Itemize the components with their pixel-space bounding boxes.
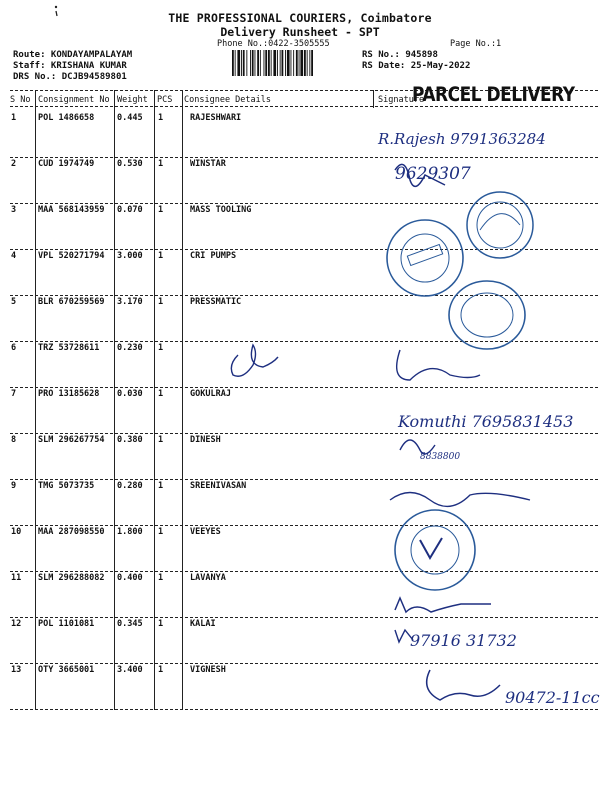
row-sno: 13 (11, 665, 22, 675)
row-consignee: KALAI (190, 619, 216, 629)
col-signature: Signature (378, 95, 425, 105)
drs-number: DRS No.: DCJB94589801 (13, 72, 127, 82)
barcode-bar (232, 50, 234, 76)
row-sno: 8 (11, 435, 17, 445)
row-consignee: MASS TOOLING (190, 205, 252, 215)
barcode-bar (293, 50, 294, 76)
row-pcs: 1 (158, 435, 164, 445)
row-consignee: VEEYES (190, 527, 221, 537)
row-weight: 0.070 (117, 205, 143, 215)
row-pcs: 1 (158, 297, 164, 307)
barcode-bar (285, 50, 286, 76)
barcode-bar (280, 50, 281, 76)
signature-row-2: 9629307 (395, 164, 471, 184)
row-pcs: 1 (158, 251, 164, 261)
row-weight: 0.030 (117, 389, 143, 399)
row-pcs: 1 (158, 159, 164, 169)
row-consignment: CUD 1974749 (38, 159, 95, 169)
barcode-bar (243, 50, 245, 76)
barcode-bar (257, 50, 259, 76)
barcode-bar (309, 50, 310, 76)
row-pcs: 1 (158, 113, 164, 123)
row-consignee: LAVANYA (190, 573, 226, 583)
rs-number: RS No.: 945898 (362, 50, 438, 60)
row-sno: 5 (11, 297, 17, 307)
route-label: Route: KONDAYAMPALAYAM (13, 50, 133, 60)
row-weight: 0.445 (117, 113, 143, 123)
veeyes-stamp-icon (395, 510, 475, 590)
signature-row-7: Komuthi 7695831453 (398, 412, 574, 431)
row-consignment: BLR 670259569 (38, 297, 105, 307)
row-sno: 2 (11, 159, 17, 169)
row-consignee: SREENIVASAN (190, 481, 247, 491)
barcode-bar (296, 50, 298, 76)
row-consignment: OTY 3665001 (38, 665, 95, 675)
header-bottom-rule (10, 106, 598, 107)
barcode-bar (282, 50, 284, 76)
row-pcs: 1 (158, 665, 164, 675)
row-pcs: 1 (158, 619, 164, 629)
row-consignee: DINESH (190, 435, 221, 445)
barcode-bar (291, 50, 292, 76)
row-weight: 0.400 (117, 573, 143, 583)
row-pcs: 1 (158, 205, 164, 215)
barcode-bar (237, 50, 240, 76)
row-consignment: SLM 296288082 (38, 573, 105, 583)
signature-row-8: 8838800 (420, 452, 461, 462)
barcode-bar (273, 50, 276, 76)
row-consignee: CRI PUMPS (190, 251, 237, 261)
cri-pumps-stamp-icon (387, 220, 463, 296)
row-pcs: 1 (158, 481, 164, 491)
barcode-bar (271, 50, 272, 76)
row-pcs: 1 (158, 389, 164, 399)
row-pcs: 1 (158, 343, 164, 353)
company-title: THE PROFESSIONAL COURIERS, Coimbatore (168, 11, 432, 25)
row-weight: 3.000 (117, 251, 143, 261)
row-sno: 1 (11, 113, 17, 123)
barcode-bar (277, 50, 278, 76)
row-weight: 0.380 (117, 435, 143, 445)
col-consignee: Consignee Details (184, 95, 271, 105)
col-pcs: PCS (157, 95, 173, 105)
row-sno: 6 (11, 343, 17, 353)
sheet-title: Delivery Runsheet - SPT (220, 25, 380, 39)
row-consignee: RAJESHWARI (190, 113, 242, 123)
mass-tooling-stamp-icon (467, 192, 533, 258)
signature-row-1: R.Rajesh 9791363284 (378, 130, 546, 148)
row-consignment: TMG 5073735 (38, 481, 95, 491)
row-weight: 1.800 (117, 527, 143, 537)
row-consignment: SLM 296267754 (38, 435, 105, 445)
barcode-bar (299, 50, 300, 76)
row-consignment: PRO 13185628 (38, 389, 100, 399)
phone-number: Phone No.:0422-3505555 (217, 39, 330, 49)
signature-row-12: 97916 31732 (410, 631, 517, 650)
page-number: Page No.:1 (450, 39, 502, 49)
row-weight: 0.530 (117, 159, 143, 169)
barcode-bar (300, 50, 303, 76)
barcode-bar (252, 50, 254, 76)
barcode-bar (241, 50, 242, 76)
barcode-bar (268, 50, 270, 76)
row-weight: 0.345 (117, 619, 143, 629)
col-weight: Weight (117, 95, 148, 105)
row-consignment: MAA 568143959 (38, 205, 105, 215)
barcode-image (232, 50, 356, 76)
row-consignment: MAA 287098550 (38, 527, 105, 537)
row-consignee: WINSTAR (190, 159, 226, 169)
row-sno: 11 (11, 573, 22, 583)
row-consignment: VPL 520271794 (38, 251, 105, 261)
rs-date: RS Date: 25-May-2022 (362, 61, 471, 71)
row-pcs: 1 (158, 573, 164, 583)
row-weight: 0.280 (117, 481, 143, 491)
row-consignment: TRZ 53728611 (38, 343, 100, 353)
barcode-bar (255, 50, 256, 76)
col-consignment: Consignment No (38, 95, 110, 105)
row-consignee: GOKULRAJ (190, 389, 231, 399)
barcode-bar (246, 50, 247, 76)
row-sno: 3 (11, 205, 17, 215)
row-consignment: POL 1101081 (38, 619, 95, 629)
barcode-bar (311, 50, 313, 76)
row-sno: 4 (11, 251, 17, 261)
row-consignee: VIGNESH (190, 665, 226, 675)
signatures-and-stamps (180, 110, 598, 710)
barcode-bar (265, 50, 267, 76)
barcode-bar (307, 50, 308, 76)
barcode-bar (260, 50, 261, 76)
row-consignee: PRESSMATIC (190, 297, 242, 307)
signature-row-13: 90472-11cc (505, 688, 600, 707)
row-weight: 0.230 (117, 343, 143, 353)
pressmatic-stamp-icon (449, 281, 525, 349)
barcode-bar (250, 50, 251, 76)
barcode-bar (235, 50, 236, 76)
barcode-bar (304, 50, 306, 76)
row-sno: 9 (11, 481, 17, 491)
column-divider (373, 90, 374, 108)
row-sno: 7 (11, 389, 17, 399)
barcode-bar (287, 50, 290, 76)
row-pcs: 1 (158, 527, 164, 537)
row-sno: 10 (11, 527, 22, 537)
barcode-bar (264, 50, 265, 76)
row-weight: 3.170 (117, 297, 143, 307)
row-sno: 12 (11, 619, 22, 629)
col-sno: S No (10, 95, 31, 105)
row-consignment: POL 1486658 (38, 113, 95, 123)
staff-label: Staff: KRISHANA KUMAR (13, 61, 127, 71)
row-weight: 3.400 (117, 665, 143, 675)
parcel-delivery-stamp: PARCEL DELIVERY (412, 83, 575, 107)
